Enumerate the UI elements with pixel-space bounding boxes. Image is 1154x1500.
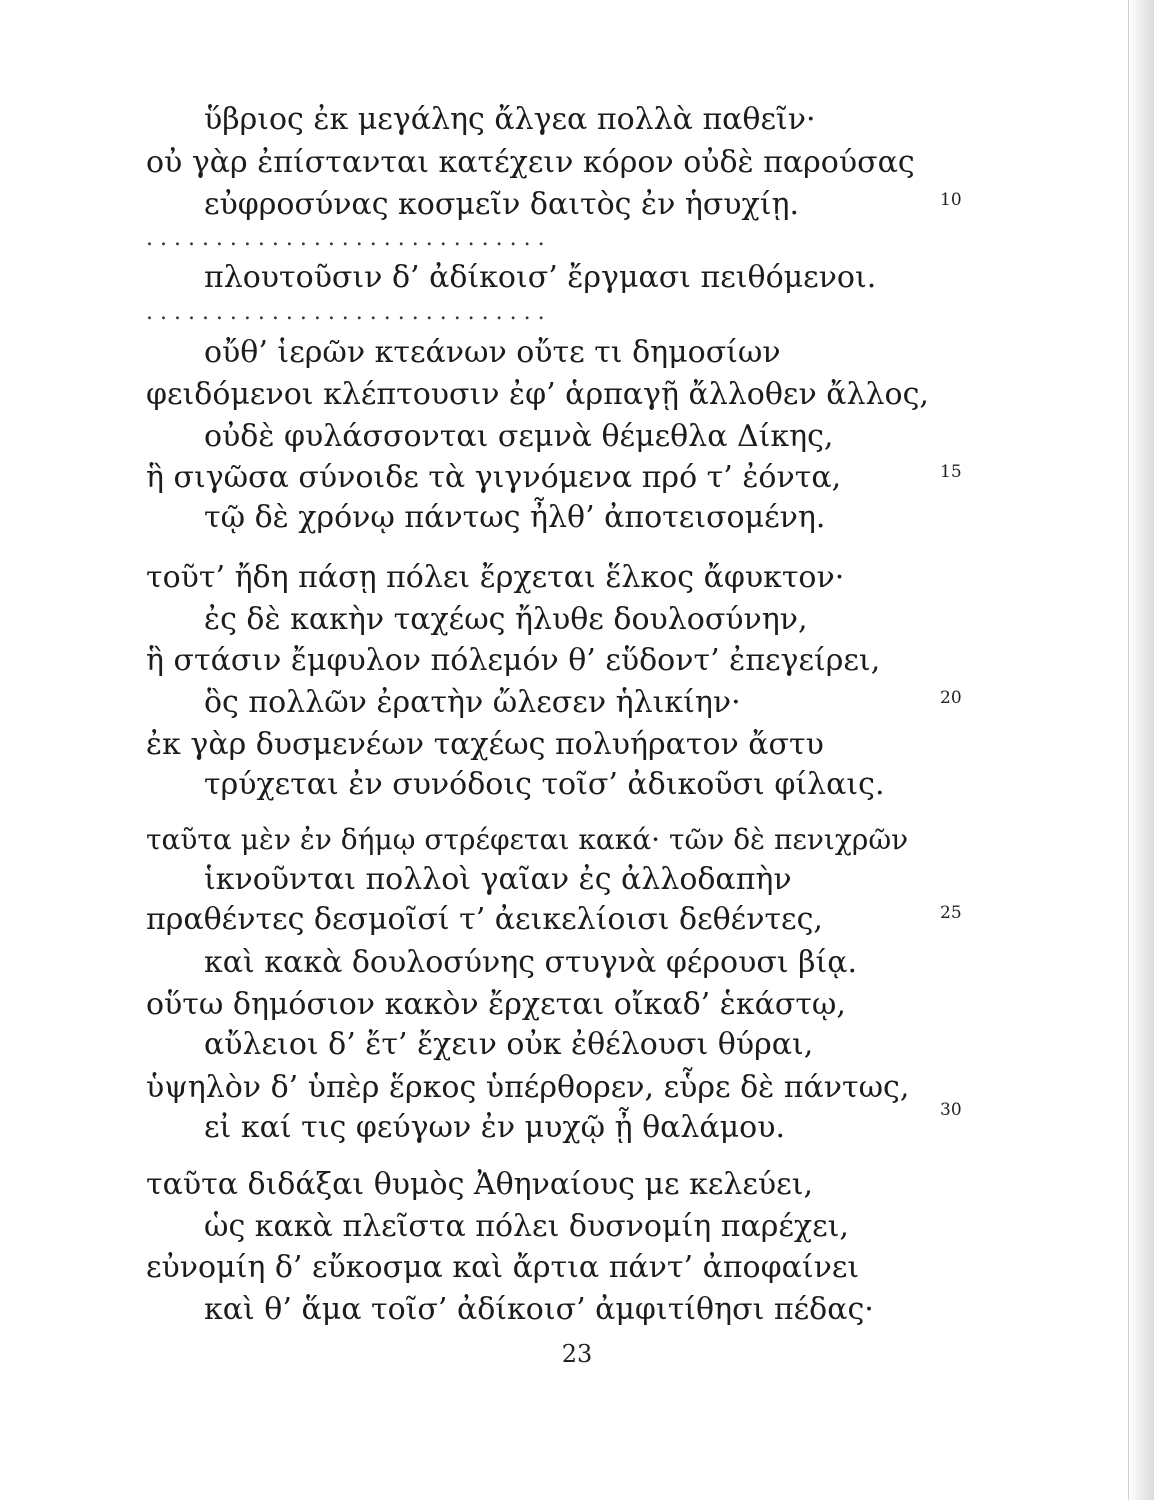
- verse-line: φειδόμενοι κλέπτουσιν ἐφ’ ἁρπαγῇ ἄλλοθεν ἄλλος,: [146, 377, 929, 412]
- verse-line: εὐφροσύνας κοσμεῖν δαιτὸς ἐν ἡσυχίῃ.: [204, 187, 799, 222]
- verse-line: καὶ κακὰ δουλοσύνης στυγνὰ φέρουσι βίᾳ.: [204, 945, 857, 980]
- line-number: 20: [940, 688, 962, 708]
- lacuna-dots: . . . . . . . . . . . . . . . . . . . . . . . . . . . . .: [146, 300, 545, 320]
- verse-line: πραθέντες δεσμοῖσί τ’ ἀεικελίοισι δεθέντες,: [146, 902, 823, 937]
- page-number: 23: [561, 1340, 593, 1368]
- line-number: 10: [940, 190, 962, 210]
- verse-line: αὔλειοι δ’ ἔτ’ ἔχειν οὐκ ἐθέλουσι θύραι,: [204, 1027, 814, 1062]
- verse-line: καὶ θ’ ἅμα τοῖσ’ ἀδίκοισ’ ἀμφιτίθησι πέδας·: [204, 1292, 874, 1327]
- verse-line: ἱκνοῦνται πολλοὶ γαῖαν ἐς ἀλλοδαπὴν: [204, 862, 792, 897]
- verse-line: ἐκ γὰρ δυσμενέων ταχέως πολυήρατον ἄστυ: [146, 727, 824, 762]
- verse-line: ἣ στάσιν ἔμφυλον πόλεμόν θ’ εὕδοντ’ ἐπεγείρει,: [146, 643, 881, 678]
- verse-line: ἣ σιγῶσα σύνοιδε τὰ γιγνόμενα πρό τ’ ἐόντα,: [146, 460, 842, 495]
- verse-line: ἐς δὲ κακὴν ταχέως ἤλυθε δουλοσύνην,: [204, 602, 808, 637]
- verse-line: ταῦτα μὲν ἐν δήμῳ στρέφεται κακά· τῶν δὲ πενιχρῶν: [146, 823, 909, 856]
- line-number: 25: [940, 903, 962, 923]
- verse-line: εἰ καί τις φεύγων ἐν μυχῷ ᾖ θαλάμου.: [204, 1110, 786, 1145]
- verse-line: ταῦτα διδάξαι θυμὸς Ἀθηναίους με κελεύει,: [146, 1167, 814, 1202]
- verse-line: οὔθ’ ἱερῶν κτεάνων οὔτε τι δημοσίων: [204, 335, 781, 370]
- line-number: 30: [940, 1100, 962, 1120]
- verse-line: τοῦτ’ ἤδη πάσῃ πόλει ἔρχεται ἕλκος ἄφυκτον·: [146, 560, 845, 595]
- line-number: 15: [940, 462, 962, 482]
- verse-line: πλουτοῦσιν δ’ ἀδίκοισ’ ἔργμασι πειθόμενοι.: [204, 260, 877, 295]
- verse-line: εὐνομίη δ’ εὔκοσμα καὶ ἄρτια πάντ’ ἀποφαίνει: [146, 1250, 860, 1285]
- verse-line: ὑψηλὸν δ’ ὑπὲρ ἕρκος ὑπέρθορεν, εὗρε δὲ πάντως,: [146, 1070, 910, 1105]
- verse-line: τῷ δὲ χρόνῳ πάντως ἦλθ’ ἀποτεισομένη.: [204, 500, 826, 535]
- verse-line: τρύχεται ἐν συνόδοις τοῖσ’ ἀδικοῦσι φίλαις.: [204, 767, 885, 802]
- verse-line: οὕτω δημόσιον κακὸν ἔρχεται οἴκαδ’ ἑκάστῳ,: [146, 987, 846, 1022]
- verse-line: ὕβριος ἐκ μεγάλης ἄλγεα πολλὰ παθεῖν·: [204, 102, 816, 137]
- verse-line: οὐ γὰρ ἐπίστανται κατέχειν κόρον οὐδὲ παρούσας: [146, 145, 915, 180]
- verse-line: οὐδὲ φυλάσσονται σεμνὰ θέμεθλα Δίκης,: [204, 419, 834, 454]
- lacuna-dots: . . . . . . . . . . . . . . . . . . . . . . . . . . . . .: [146, 226, 545, 246]
- verse-line: ὃς πολλῶν ἐρατὴν ὤλεσεν ἡλικίην·: [204, 685, 741, 720]
- page-edge: [1128, 0, 1154, 1500]
- verse-line: ὡς κακὰ πλεῖστα πόλει δυσνομίη παρέχει,: [204, 1209, 849, 1244]
